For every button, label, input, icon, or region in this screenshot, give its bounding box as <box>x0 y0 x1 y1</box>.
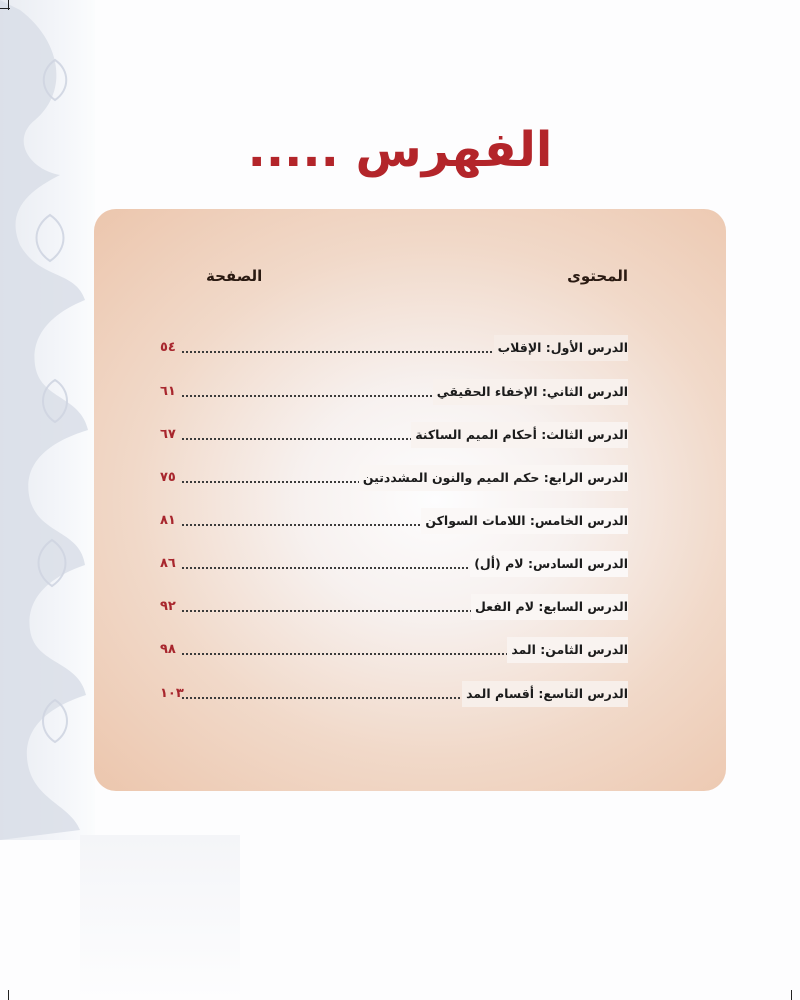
toc-entry-page: ٩٢ <box>160 599 176 614</box>
toc-entry-page: ١٠٣ <box>160 686 184 701</box>
toc-entry-label: الدرس التاسع: أقسام المد <box>462 681 628 707</box>
crop-mark-bottom-right <box>791 990 792 1000</box>
crop-mark-top-left-h <box>0 8 10 9</box>
toc-entry[interactable] <box>160 681 628 707</box>
toc-entry-page: ٨١ <box>160 513 176 528</box>
toc-entry[interactable] <box>160 508 628 534</box>
toc-entry-label: الدرس الخامس: اللامات السواكن <box>421 508 628 534</box>
toc-entry-page: ٧٥ <box>160 470 176 485</box>
toc-entry-label: الدرس الرابع: حكم الميم والنون المشددتين <box>359 465 628 491</box>
header-page: الصفحة <box>206 267 263 285</box>
toc-entry-page: ٥٤ <box>160 340 176 355</box>
title-area <box>0 110 800 190</box>
page-title: الفهرس ..... <box>247 122 553 178</box>
toc-entry-label: الدرس السادس: لام (أل) <box>470 551 628 577</box>
toc-entry[interactable] <box>160 594 628 620</box>
toc-entry[interactable] <box>160 335 628 361</box>
toc-entry-label: الدرس الأول: الإقلاب <box>494 335 628 361</box>
toc-entry-label: الدرس الثالث: أحكام الميم الساكنة <box>411 422 628 448</box>
toc-entry-page: ٦٧ <box>160 427 176 442</box>
toc-entry-page: ٨٦ <box>160 556 176 571</box>
decorative-fade-block <box>80 835 240 1000</box>
toc-entry-label: الدرس السابع: لام الفعل <box>471 594 628 620</box>
header-content: المحتوى <box>567 267 628 285</box>
toc-panel <box>94 209 726 791</box>
toc-entry-label: الدرس الثاني: الإخفاء الحقيقي <box>433 379 628 405</box>
toc-entry[interactable] <box>160 379 628 405</box>
toc-entry[interactable] <box>160 551 628 577</box>
crop-mark-bottom-left <box>8 990 9 1000</box>
toc-entry-page: ٩٨ <box>160 642 176 657</box>
toc-entry-page: ٦١ <box>160 384 176 399</box>
toc-entry[interactable] <box>160 422 628 448</box>
toc-entry[interactable] <box>160 637 628 663</box>
toc-entry-label: الدرس الثامن: المد <box>507 637 628 663</box>
toc-entry[interactable] <box>160 465 628 491</box>
